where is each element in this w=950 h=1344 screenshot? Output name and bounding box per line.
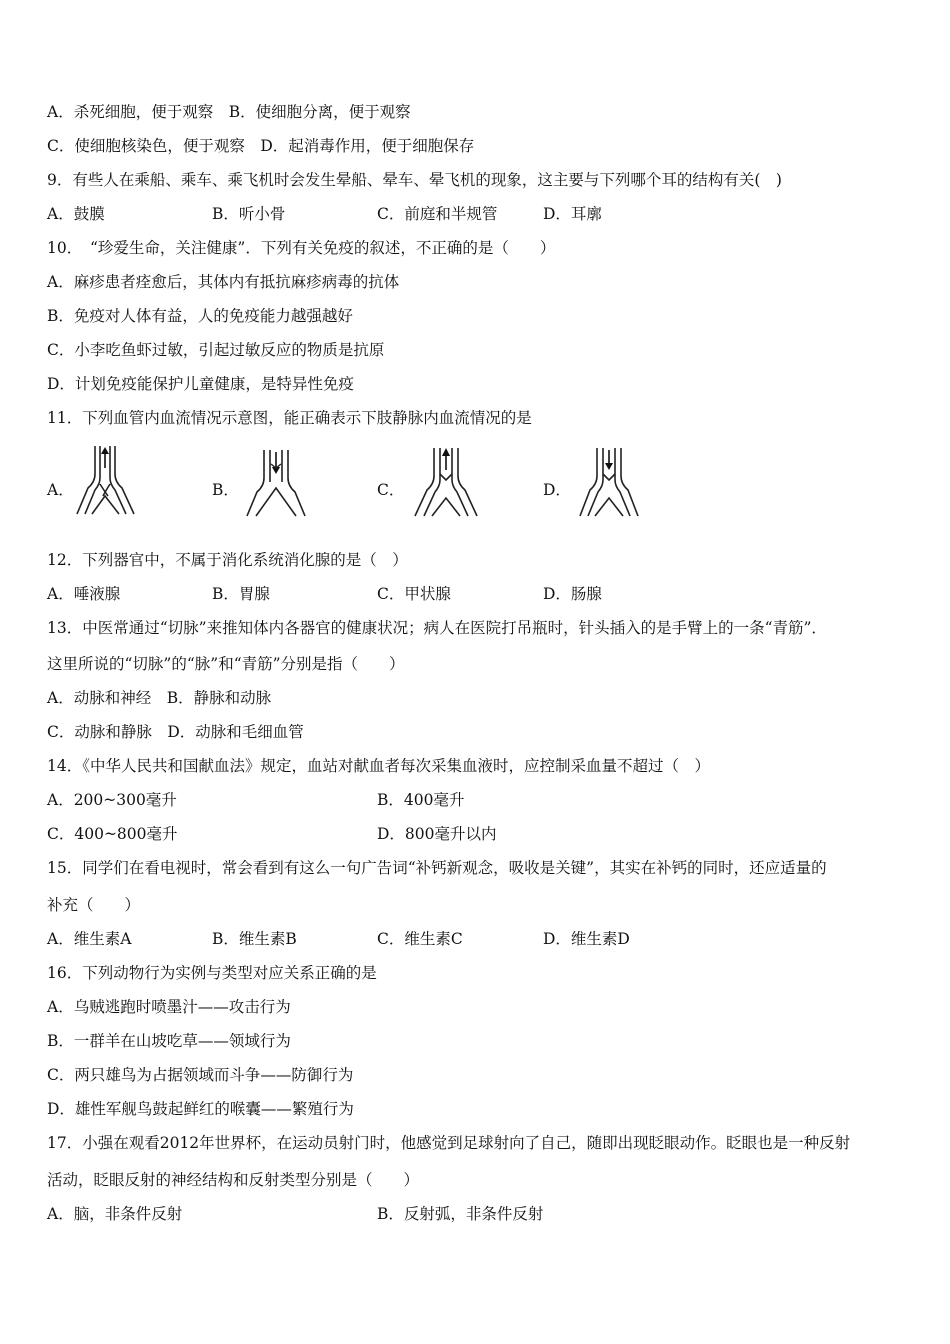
q17-option-b: B．反射弧，非条件反射	[377, 1205, 544, 1223]
q9-option-a: A．鼓膜	[47, 205, 105, 223]
vessel-diagram-c	[412, 444, 480, 520]
q11-label-d: D．	[543, 481, 571, 499]
q9-option-c: C．前庭和半规管	[377, 205, 498, 223]
q16-option-a: A．乌贼逃跑时喷墨汁——攻击行为	[47, 998, 291, 1016]
vessel-diagram-b	[244, 444, 308, 520]
q16-option-c: C．两只雄鸟为占据领域而斗争——防御行为	[47, 1066, 354, 1084]
q14-option-b: B．400毫升	[377, 791, 465, 809]
q12-option-c: C．甲状腺	[377, 585, 451, 603]
q8-options-row2: C．使细胞核染色，便于观察 D．起消毒作用，便于细胞保存	[47, 137, 475, 155]
q10-option-c: C．小李吃鱼虾过敏，引起过敏反应的物质是抗原	[47, 341, 385, 359]
q15-option-c: C．维生素C	[377, 930, 463, 948]
vessel-diagram-d	[577, 444, 641, 520]
q12-option-a: A．唾液腺	[47, 585, 121, 603]
question-16: 16．下列动物行为实例与类型对应关系正确的是	[47, 964, 377, 982]
q11-label-b: B．	[212, 481, 239, 499]
q14-option-d: D．800毫升以内	[377, 825, 497, 843]
q13-options-row2: C．动脉和静脉 D．动脉和毛细血管	[47, 723, 304, 741]
question-12: 12．下列器官中，不属于消化系统消化腺的是（ ）	[47, 551, 408, 569]
q15-option-b: B．维生素B	[212, 930, 297, 948]
question-10: 10． “珍爱生命，关注健康”．下列有关免疫的叙述，不正确的是（ ）	[47, 239, 556, 257]
question-17-line2: 活动，眨眼反射的神经结构和反射类型分别是（ ）	[47, 1171, 420, 1189]
q9-option-b: B．听小骨	[212, 205, 286, 223]
q12-option-b: B．胃腺	[212, 585, 270, 603]
q10-option-a: A．麻疹患者痊愈后，其体内有抵抗麻疹病毒的抗体	[47, 273, 400, 291]
question-11: 11．下列血管内血流情况示意图，能正确表示下肢静脉内血流情况的是	[47, 409, 532, 427]
q14-option-c: C．400~800毫升	[47, 825, 178, 843]
question-13-line1: 13．中医常通过“切脉”来推知体内各器官的健康状况；病人在医院打吊瓶时，针头插入的是手臂上的一条“青筋”．	[47, 619, 827, 637]
q17-option-a: A．脑，非条件反射	[47, 1205, 183, 1223]
q15-option-a: A．维生素A	[47, 930, 132, 948]
q10-option-b: B．免疫对人体有益，人的免疫能力越强越好	[47, 307, 353, 325]
vessel-diagram-a	[74, 444, 138, 518]
q8-options-row1: A．杀死细胞，便于观察 B．使细胞分离，便于观察	[47, 103, 411, 121]
q11-label-c: C．	[377, 481, 405, 499]
question-14: 14．《中华人民共和国献血法》规定，血站对献血者每次采集血液时，应控制采血量不超过（ ）	[47, 757, 710, 775]
question-15-line2: 补充（ ）	[47, 896, 141, 914]
q14-option-a: A．200~300毫升	[47, 791, 177, 809]
q13-options-row1: A．动脉和神经 B．静脉和动脉	[47, 689, 272, 707]
q16-option-b: B．一群羊在山坡吃草——领域行为	[47, 1032, 291, 1050]
question-15-line1: 15．同学们在看电视时，常会看到有这么一句广告词“补钙新观念，吸收是关键”，其实在补钙的同时，还应适量的	[47, 859, 827, 877]
question-9: 9．有些人在乘船、乘车、乘飞机时会发生晕船、晕车、晕飞机的现象，这主要与下列哪个耳的结构有关( )	[47, 171, 782, 189]
q12-option-d: D．肠腺	[543, 585, 602, 603]
q16-option-d: D．雄性军舰鸟鼓起鲜红的喉囊——繁殖行为	[47, 1100, 354, 1118]
q11-label-a: A．	[47, 481, 74, 499]
question-13-line2: 这里所说的“切脉”的“脉”和“青筋”分别是指（ ）	[47, 655, 405, 673]
question-17-line1: 17．小强在观看2012年世界杯，在运动员射门时，他感觉到足球射向了自己，随即出现眨眼动作。眨眼也是一种反射	[47, 1134, 851, 1152]
q10-option-d: D．计划免疫能保护儿童健康，是特异性免疫	[47, 375, 354, 393]
q15-option-d: D．维生素D	[543, 930, 630, 948]
q9-option-d: D．耳廓	[543, 205, 602, 223]
